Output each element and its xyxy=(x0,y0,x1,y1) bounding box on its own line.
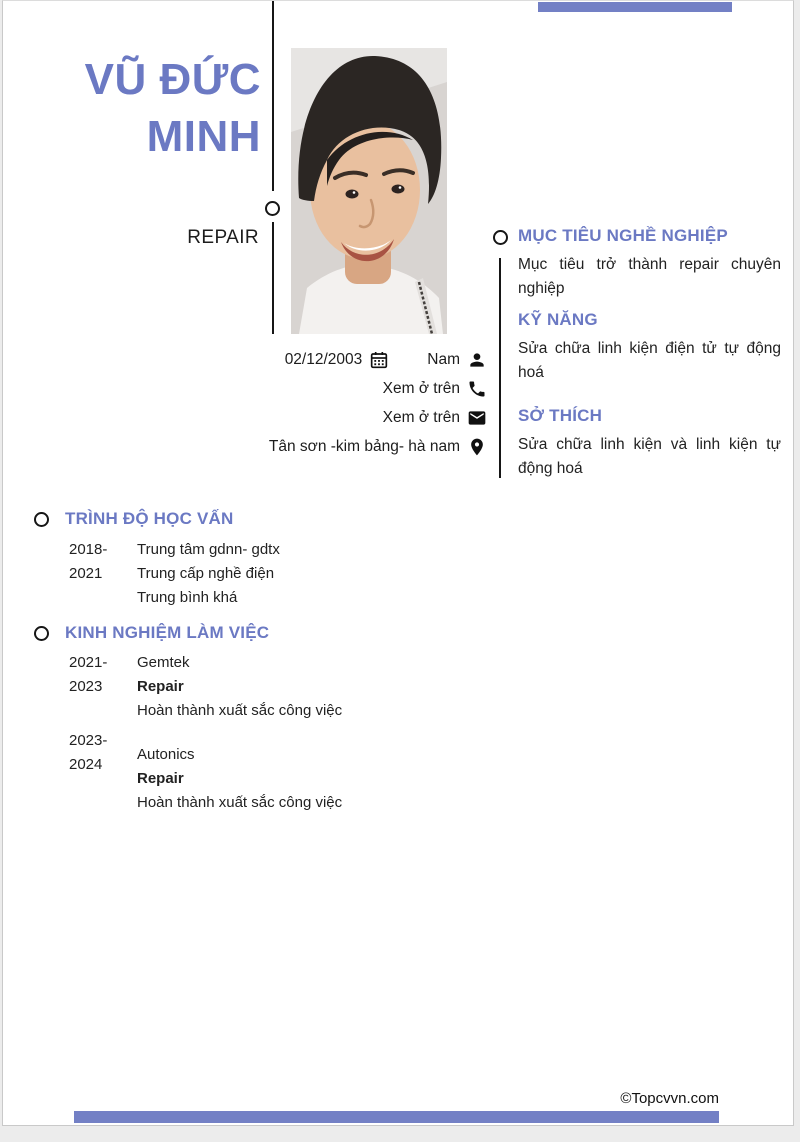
footer-credit: ©Topcvvn.com xyxy=(620,1090,719,1107)
education-school: Trung tâm gdnn- gdtx xyxy=(137,541,280,558)
email-value: Xem ở trên xyxy=(382,408,460,426)
candidate-name-line2: MINH xyxy=(146,112,261,161)
cv-page xyxy=(2,0,794,1126)
experience-entry xyxy=(69,729,489,815)
experience-period xyxy=(69,729,137,815)
experience-section-title: KINH NGHIỆM LÀM VIỆC xyxy=(65,623,270,642)
objective-text: Mục tiêu trở thành repair chuyên nghiệp xyxy=(518,256,781,297)
top-accent-bar xyxy=(538,2,732,12)
contact-info xyxy=(43,345,487,461)
phone-icon xyxy=(467,379,487,399)
experience-company: Gemtek xyxy=(137,654,190,671)
experience-role: Repair xyxy=(137,770,184,787)
dob-value: 02/12/2003 xyxy=(284,350,363,368)
timeline-line-top xyxy=(272,1,274,191)
timeline-circle-education xyxy=(34,512,49,527)
experience-details xyxy=(137,651,489,723)
contact-row-phone xyxy=(43,374,487,403)
timeline-circle-experience xyxy=(34,626,49,641)
contact-row-address xyxy=(43,432,487,461)
candidate-name xyxy=(31,51,261,165)
experience-role: Repair xyxy=(137,678,184,695)
contact-row-dob-gender xyxy=(43,345,487,374)
contact-row-email xyxy=(43,403,487,432)
email-icon xyxy=(467,408,487,428)
education-details xyxy=(137,538,489,610)
experience-description: Hoàn thành xuất sắc công việc xyxy=(137,702,343,719)
experience-description: Hoàn thành xuất sắc công việc xyxy=(137,794,343,811)
objective-section-title: MỤC TIÊU NGHỀ NGHIỆP xyxy=(518,226,728,245)
experience-entries xyxy=(69,651,489,815)
calendar-icon xyxy=(369,350,389,370)
candidate-name-line1: VŨ ĐỨC xyxy=(84,55,261,104)
education-period-line2: 2021 xyxy=(69,565,103,582)
address-value: Tân sơn -kim bảng- hà nam xyxy=(268,437,460,455)
experience-period-line2: 2023 xyxy=(69,678,103,695)
education-major: Trung cấp nghề điện xyxy=(137,565,275,582)
education-period-line1: 2018- xyxy=(69,541,108,558)
right-column xyxy=(518,226,781,490)
timeline-line-right-column xyxy=(499,258,501,478)
profile-photo xyxy=(291,48,447,334)
experience-period-line2: 2024 xyxy=(69,756,103,773)
education-section-title: TRÌNH ĐỘ HỌC VẤN xyxy=(65,509,234,528)
skills-text: Sửa chữa linh kiện điện tử tự động hoá xyxy=(518,340,781,381)
education-entry xyxy=(69,538,489,610)
experience-details xyxy=(137,729,489,815)
experience-period xyxy=(69,651,137,723)
experience-period-line1: 2021- xyxy=(69,654,108,671)
experience-company: Autonics xyxy=(137,746,195,763)
hobbies-text: Sửa chữa linh kiện và linh kiện tự động hoá xyxy=(518,436,781,477)
bottom-accent-bar xyxy=(74,1111,719,1123)
job-title: REPAIR xyxy=(187,227,259,248)
education-period xyxy=(69,538,137,610)
experience-entry xyxy=(69,651,489,723)
phone-value: Xem ở trên xyxy=(382,379,460,397)
education-grade: Trung bình khá xyxy=(137,589,238,606)
timeline-circle-header xyxy=(265,201,280,216)
timeline-line-mid xyxy=(272,222,274,334)
skills-section-title: KỸ NĂNG xyxy=(518,310,598,329)
hobbies-section-title: SỞ THÍCH xyxy=(518,406,603,425)
timeline-circle-objective xyxy=(493,230,508,245)
education-entries xyxy=(69,538,489,610)
experience-period-line1: 2023- xyxy=(69,732,108,749)
person-icon xyxy=(467,350,487,370)
location-icon xyxy=(467,437,487,457)
gender-value: Nam xyxy=(427,350,460,368)
